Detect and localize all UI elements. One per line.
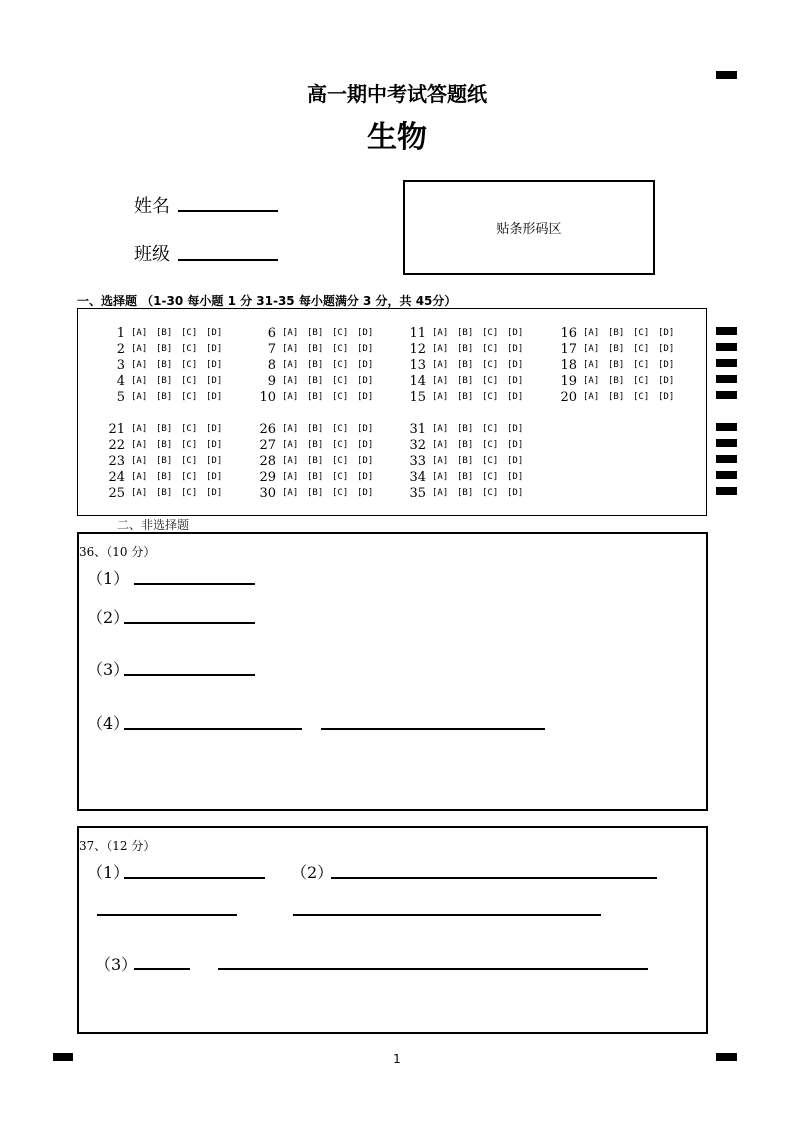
question-number: 20: [560, 389, 577, 405]
q37-sub2-answer-line[interactable]: [331, 877, 657, 879]
answer-bubble-11-C[interactable]: [C]: [482, 328, 499, 338]
question-number: 30: [259, 485, 276, 501]
answer-bubble-25-D[interactable]: [D]: [206, 488, 223, 498]
answer-bubble-33-C[interactable]: [C]: [482, 456, 499, 466]
question-number: 13: [409, 357, 426, 373]
answer-bubble-13-D[interactable]: [D]: [507, 360, 524, 370]
q36-sub4-answer-line-a[interactable]: [124, 728, 302, 730]
answer-bubble-33-A[interactable]: [A]: [432, 456, 449, 466]
answer-bubble-26-A[interactable]: [A]: [282, 424, 299, 434]
barcode-label: 贴条形码区: [496, 222, 562, 237]
answer-bubble-2-A[interactable]: [A]: [131, 344, 148, 354]
answer-bubble-20-D[interactable]: [D]: [658, 392, 675, 402]
answer-bubble-7-D[interactable]: [D]: [357, 344, 374, 354]
answer-bubble-35-A[interactable]: [A]: [432, 488, 449, 498]
q37-heading: 37、（12 分）: [79, 839, 156, 853]
question-number: 7: [267, 341, 276, 357]
q37-sub1-answer-line[interactable]: [124, 877, 265, 879]
mc-question-10: [254, 389, 382, 405]
answer-bubble-21-B[interactable]: [B]: [156, 424, 173, 434]
q36-sub3-label: （3）: [87, 660, 130, 679]
answer-bubble-30-A[interactable]: [A]: [282, 488, 299, 498]
mc-question-3: [103, 357, 231, 373]
question-number: 4: [116, 373, 125, 389]
mc-question-18: [555, 357, 683, 373]
mc-question-30: [254, 485, 382, 501]
name-label: 姓名: [134, 196, 170, 217]
answer-bubble-28-A[interactable]: [A]: [282, 456, 299, 466]
q36-heading: 36、（10 分）: [79, 545, 156, 559]
answer-bubble-15-D[interactable]: [D]: [507, 392, 524, 402]
mc-question-12: [404, 341, 532, 357]
answer-bubble-32-D[interactable]: [D]: [507, 440, 524, 450]
answer-bubble-29-B[interactable]: [B]: [307, 472, 324, 482]
answer-bubble-16-A[interactable]: [A]: [583, 328, 600, 338]
answer-bubble-35-B[interactable]: [B]: [457, 488, 474, 498]
q37-sub3-label: （3）: [95, 955, 138, 974]
mc-question-31: [404, 421, 532, 437]
answer-bubble-14-A[interactable]: [A]: [432, 376, 449, 386]
answer-bubble-28-C[interactable]: [C]: [332, 456, 349, 466]
mc-question-6: [254, 325, 382, 341]
mc-question-22: [103, 437, 231, 453]
answer-bubble-23-D[interactable]: [D]: [206, 456, 223, 466]
answer-bubble-5-C[interactable]: [C]: [181, 392, 198, 402]
answer-bubble-14-C[interactable]: [C]: [482, 376, 499, 386]
mc-question-5: [103, 389, 231, 405]
question-number: 8: [267, 357, 276, 373]
mc-question-21: [103, 421, 231, 437]
answer-bubble-22-A[interactable]: [A]: [131, 440, 148, 450]
answer-bubble-7-B[interactable]: [B]: [307, 344, 324, 354]
mc-question-17: [555, 341, 683, 357]
answer-bubble-11-B[interactable]: [B]: [457, 328, 474, 338]
answer-bubble-24-B[interactable]: [B]: [156, 472, 173, 482]
answer-bubble-20-C[interactable]: [C]: [633, 392, 650, 402]
answer-bubble-6-D[interactable]: [D]: [357, 328, 374, 338]
mc-question-20: [555, 389, 683, 405]
subject-title: 生物: [367, 120, 427, 155]
answer-bubble-26-D[interactable]: [D]: [357, 424, 374, 434]
question-number: 28: [259, 453, 276, 469]
class-label: 班级: [134, 244, 170, 265]
answer-bubble-9-C[interactable]: [C]: [332, 376, 349, 386]
answer-bubble-21-D[interactable]: [D]: [206, 424, 223, 434]
answer-bubble-2-C[interactable]: [C]: [181, 344, 198, 354]
answer-bubble-8-A[interactable]: [A]: [282, 360, 299, 370]
mc-question-25: [103, 485, 231, 501]
question-number: 29: [259, 469, 276, 485]
q37-sub3-answer-line-a[interactable]: [134, 968, 190, 970]
question-number: 16: [560, 325, 577, 341]
answer-bubble-29-A[interactable]: [A]: [282, 472, 299, 482]
answer-bubble-25-A[interactable]: [A]: [131, 488, 148, 498]
answer-bubble-5-B[interactable]: [B]: [156, 392, 173, 402]
answer-bubble-12-B[interactable]: [B]: [457, 344, 474, 354]
question-number: 11: [409, 325, 426, 341]
answer-bubble-10-D[interactable]: [D]: [357, 392, 374, 402]
answer-bubble-34-C[interactable]: [C]: [482, 472, 499, 482]
mc-question-14: [404, 373, 532, 389]
answer-bubble-34-D[interactable]: [D]: [507, 472, 524, 482]
answer-bubble-8-C[interactable]: [C]: [332, 360, 349, 370]
answer-bubble-19-C[interactable]: [C]: [633, 376, 650, 386]
answer-bubble-28-D[interactable]: [D]: [357, 456, 374, 466]
answer-bubble-21-A[interactable]: [A]: [131, 424, 148, 434]
q36-sub4-label: （4）: [87, 714, 130, 733]
answer-bubble-14-B[interactable]: [B]: [457, 376, 474, 386]
question-number: 33: [409, 453, 426, 469]
answer-bubble-16-B[interactable]: [B]: [608, 328, 625, 338]
section2-title: 二、非选择题: [117, 518, 190, 532]
answer-bubble-1-D[interactable]: [D]: [206, 328, 223, 338]
answer-bubble-34-B[interactable]: [B]: [457, 472, 474, 482]
answer-bubble-3-D[interactable]: [D]: [206, 360, 223, 370]
answer-bubble-30-D[interactable]: [D]: [357, 488, 374, 498]
q36-sub3-answer-line[interactable]: [124, 674, 255, 676]
timing-mark: [716, 439, 737, 447]
answer-bubble-31-C[interactable]: [C]: [482, 424, 499, 434]
q36-sub1-answer-line[interactable]: [134, 583, 255, 585]
question-number: 15: [409, 389, 426, 405]
question-number: 2: [116, 341, 125, 357]
answer-bubble-30-B[interactable]: [B]: [307, 488, 324, 498]
answer-bubble-31-B[interactable]: [B]: [457, 424, 474, 434]
answer-bubble-27-B[interactable]: [B]: [307, 440, 324, 450]
mc-question-8: [254, 357, 382, 373]
answer-bubble-27-A[interactable]: [A]: [282, 440, 299, 450]
q37-sub2-label: （2）: [291, 863, 334, 882]
question-number: 14: [409, 373, 426, 389]
answer-bubble-34-A[interactable]: [A]: [432, 472, 449, 482]
question-number: 12: [409, 341, 426, 357]
timing-mark: [716, 359, 737, 367]
answer-bubble-19-A[interactable]: [A]: [583, 376, 600, 386]
answer-bubble-27-C[interactable]: [C]: [332, 440, 349, 450]
q36-answer-box: [77, 532, 708, 811]
answer-bubble-9-B[interactable]: [B]: [307, 376, 324, 386]
mc-question-32: [404, 437, 532, 453]
answer-bubble-12-A[interactable]: [A]: [432, 344, 449, 354]
answer-bubble-16-D[interactable]: [D]: [658, 328, 675, 338]
question-number: 3: [116, 357, 125, 373]
timing-mark: [716, 343, 737, 351]
mc-question-4: [103, 373, 231, 389]
answer-bubble-31-A[interactable]: [A]: [432, 424, 449, 434]
timing-mark: [716, 423, 737, 431]
answer-bubble-25-B[interactable]: [B]: [156, 488, 173, 498]
question-number: 34: [409, 469, 426, 485]
name-input-line[interactable]: [178, 210, 278, 212]
answer-bubble-12-C[interactable]: [C]: [482, 344, 499, 354]
answer-bubble-32-B[interactable]: [B]: [457, 440, 474, 450]
answer-bubble-1-A[interactable]: [A]: [131, 328, 148, 338]
q37-sub1-answer-line-2[interactable]: [97, 914, 237, 916]
answer-bubble-26-B[interactable]: [B]: [307, 424, 324, 434]
question-number: 32: [409, 437, 426, 453]
mc-question-19: [555, 373, 683, 389]
answer-bubble-29-C[interactable]: [C]: [332, 472, 349, 482]
answer-bubble-3-B[interactable]: [B]: [156, 360, 173, 370]
answer-bubble-1-B[interactable]: [B]: [156, 328, 173, 338]
q37-answer-box: [77, 826, 708, 1034]
answer-bubble-19-D[interactable]: [D]: [658, 376, 675, 386]
answer-bubble-15-A[interactable]: [A]: [432, 392, 449, 402]
mc-question-9: [254, 373, 382, 389]
answer-bubble-6-C[interactable]: [C]: [332, 328, 349, 338]
answer-bubble-5-A[interactable]: [A]: [131, 392, 148, 402]
answer-bubble-6-A[interactable]: [A]: [282, 328, 299, 338]
mc-question-11: [404, 325, 532, 341]
answer-bubble-2-D[interactable]: [D]: [206, 344, 223, 354]
answer-bubble-7-C[interactable]: [C]: [332, 344, 349, 354]
answer-bubble-18-D[interactable]: [D]: [658, 360, 675, 370]
answer-bubble-5-D[interactable]: [D]: [206, 392, 223, 402]
answer-bubble-8-B[interactable]: [B]: [307, 360, 324, 370]
mc-question-33: [404, 453, 532, 469]
answer-bubble-23-B[interactable]: [B]: [156, 456, 173, 466]
q36-sub2-answer-line[interactable]: [124, 622, 255, 624]
answer-bubble-2-B[interactable]: [B]: [156, 344, 173, 354]
question-number: 17: [560, 341, 577, 357]
answer-bubble-10-A[interactable]: [A]: [282, 392, 299, 402]
timing-mark: [716, 455, 737, 463]
question-number: 25: [108, 485, 125, 501]
answer-bubble-30-C[interactable]: [C]: [332, 488, 349, 498]
answer-bubble-4-A[interactable]: [A]: [131, 376, 148, 386]
mc-question-24: [103, 469, 231, 485]
answer-bubble-10-B[interactable]: [B]: [307, 392, 324, 402]
answer-bubble-7-A[interactable]: [A]: [282, 344, 299, 354]
question-number: 23: [108, 453, 125, 469]
mc-question-7: [254, 341, 382, 357]
answer-bubble-14-D[interactable]: [D]: [507, 376, 524, 386]
question-number: 1: [116, 325, 125, 341]
answer-bubble-1-C[interactable]: [C]: [181, 328, 198, 338]
answer-bubble-13-B[interactable]: [B]: [457, 360, 474, 370]
answer-bubble-3-A[interactable]: [A]: [131, 360, 148, 370]
answer-bubble-32-A[interactable]: [A]: [432, 440, 449, 450]
answer-bubble-24-C[interactable]: [C]: [181, 472, 198, 482]
answer-bubble-35-D[interactable]: [D]: [507, 488, 524, 498]
answer-bubble-25-C[interactable]: [C]: [181, 488, 198, 498]
question-number: 6: [267, 325, 276, 341]
mc-question-1: [103, 325, 231, 341]
timing-mark: [716, 391, 737, 399]
answer-bubble-22-B[interactable]: [B]: [156, 440, 173, 450]
answer-bubble-18-C[interactable]: [C]: [633, 360, 650, 370]
timing-mark: [716, 327, 737, 335]
answer-bubble-13-C[interactable]: [C]: [482, 360, 499, 370]
answer-bubble-18-A[interactable]: [A]: [583, 360, 600, 370]
q36-sub2-label: （2）: [87, 608, 130, 627]
answer-bubble-18-B[interactable]: [B]: [608, 360, 625, 370]
mc-question-26: [254, 421, 382, 437]
class-input-line[interactable]: [178, 259, 278, 261]
answer-bubble-17-A[interactable]: [A]: [583, 344, 600, 354]
answer-bubble-19-B[interactable]: [B]: [608, 376, 625, 386]
answer-bubble-21-C[interactable]: [C]: [181, 424, 198, 434]
section1-title: 一、选择题 （1-30 每小题 1 分 31-35 每小题满分 3 分，共 45分）: [77, 294, 457, 308]
mc-question-28: [254, 453, 382, 469]
answer-bubble-20-A[interactable]: [A]: [583, 392, 600, 402]
question-number: 9: [267, 373, 276, 389]
answer-bubble-4-D[interactable]: [D]: [206, 376, 223, 386]
answer-bubble-28-B[interactable]: [B]: [307, 456, 324, 466]
answer-bubble-15-C[interactable]: [C]: [482, 392, 499, 402]
answer-bubble-17-D[interactable]: [D]: [658, 344, 675, 354]
question-number: 31: [409, 421, 426, 437]
q37-sub3-answer-line-b[interactable]: [218, 968, 648, 970]
answer-bubble-24-A[interactable]: [A]: [131, 472, 148, 482]
answer-bubble-16-C[interactable]: [C]: [633, 328, 650, 338]
answer-bubble-27-D[interactable]: [D]: [357, 440, 374, 450]
answer-bubble-33-D[interactable]: [D]: [507, 456, 524, 466]
question-number: 27: [259, 437, 276, 453]
answer-bubble-12-D[interactable]: [D]: [507, 344, 524, 354]
mc-question-34: [404, 469, 532, 485]
answer-bubble-22-D[interactable]: [D]: [206, 440, 223, 450]
answer-bubble-4-B[interactable]: [B]: [156, 376, 173, 386]
mc-question-15: [404, 389, 532, 405]
q36-sub4-answer-line-b[interactable]: [321, 728, 545, 730]
answer-bubble-20-B[interactable]: [B]: [608, 392, 625, 402]
q36-sub1-label: （1）: [87, 569, 130, 588]
answer-bubble-32-C[interactable]: [C]: [482, 440, 499, 450]
answer-bubble-17-B[interactable]: [B]: [608, 344, 625, 354]
question-number: 19: [560, 373, 577, 389]
answer-bubble-9-A[interactable]: [A]: [282, 376, 299, 386]
timing-mark: [716, 375, 737, 383]
mc-question-35: [404, 485, 532, 501]
mc-question-23: [103, 453, 231, 469]
question-number: 10: [259, 389, 276, 405]
mc-question-27: [254, 437, 382, 453]
question-number: 21: [108, 421, 125, 437]
page-number: 1: [393, 1052, 401, 1066]
answer-bubble-29-D[interactable]: [D]: [357, 472, 374, 482]
answer-bubble-3-C[interactable]: [C]: [181, 360, 198, 370]
mc-question-2: [103, 341, 231, 357]
answer-bubble-35-C[interactable]: [C]: [482, 488, 499, 498]
answer-bubble-11-A[interactable]: [A]: [432, 328, 449, 338]
answer-bubble-6-B[interactable]: [B]: [307, 328, 324, 338]
answer-bubble-17-C[interactable]: [C]: [633, 344, 650, 354]
answer-bubble-11-D[interactable]: [D]: [507, 328, 524, 338]
answer-bubble-9-D[interactable]: [D]: [357, 376, 374, 386]
answer-bubble-33-B[interactable]: [B]: [457, 456, 474, 466]
answer-bubble-26-C[interactable]: [C]: [332, 424, 349, 434]
answer-bubble-8-D[interactable]: [D]: [357, 360, 374, 370]
question-number: 35: [409, 485, 426, 501]
q37-sub2-answer-line-2[interactable]: [293, 914, 601, 916]
answer-bubble-31-D[interactable]: [D]: [507, 424, 524, 434]
answer-bubble-23-A[interactable]: [A]: [131, 456, 148, 466]
question-number: 26: [259, 421, 276, 437]
answer-bubble-10-C[interactable]: [C]: [332, 392, 349, 402]
timing-mark: [716, 487, 737, 495]
question-number: 22: [108, 437, 125, 453]
multiple-choice-grid: [77, 308, 707, 516]
question-number: 24: [108, 469, 125, 485]
answer-bubble-22-C[interactable]: [C]: [181, 440, 198, 450]
answer-bubble-23-C[interactable]: [C]: [181, 456, 198, 466]
barcode-area: [403, 180, 655, 275]
q37-sub1-label: （1）: [87, 863, 130, 882]
question-number: 18: [560, 357, 577, 373]
answer-bubble-4-C[interactable]: [C]: [181, 376, 198, 386]
question-number: 5: [116, 389, 125, 405]
answer-bubble-15-B[interactable]: [B]: [457, 392, 474, 402]
mc-question-16: [555, 325, 683, 341]
answer-bubble-13-A[interactable]: [A]: [432, 360, 449, 370]
mc-question-29: [254, 469, 382, 485]
exam-title: 高一期中考试答题纸: [307, 82, 487, 106]
timing-mark: [716, 471, 737, 479]
mc-question-13: [404, 357, 532, 373]
answer-bubble-24-D[interactable]: [D]: [206, 472, 223, 482]
